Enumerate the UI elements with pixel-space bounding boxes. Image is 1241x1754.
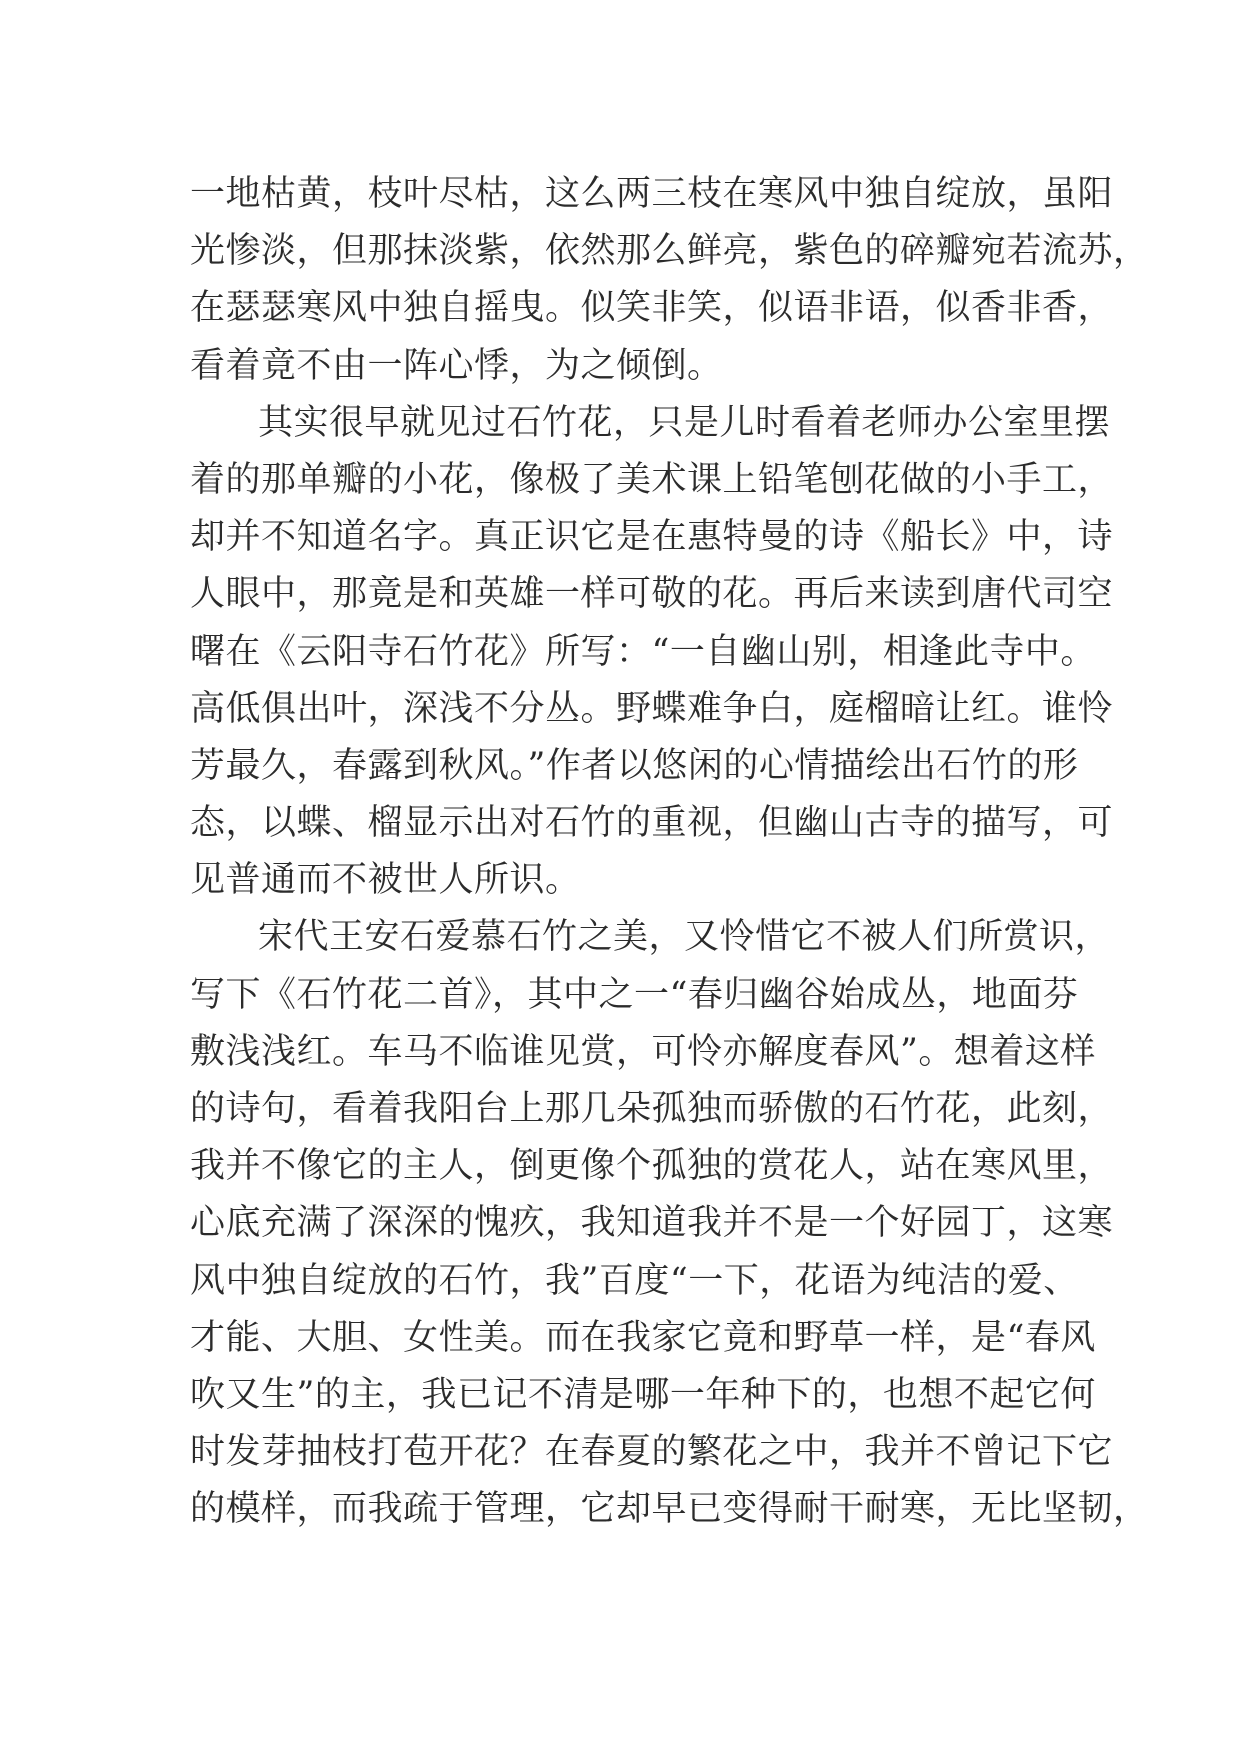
text-line: 的诗句，看着我阳台上那几朵孤独而骄傲的石竹花，此刻，: [190, 1089, 1114, 1129]
text-line: 在瑟瑟寒风中独自摇曳。似笑非笑，似语非语，似香非香，: [190, 288, 1114, 329]
text-line: 却并不知道名字。真正识它是在惠特曼的诗《船长》中，诗: [190, 517, 1114, 558]
paragraph-first-line: 宋代王安石爱慕石竹之美，又怜惜它不被人们所赏识，: [258, 917, 1111, 958]
text-line: 高低俱出叶，深浅不分丛。野蝶难争白，庭榴暗让红。谁怜: [190, 688, 1114, 729]
text-line: 吹又生”的主，我已记不清是哪一年种下的，也想不起它何: [190, 1374, 1096, 1415]
text-line: 敷浅浅红。车马不临谁见赏，可怜亦解度春风”。想着这样: [190, 1031, 1096, 1072]
text-line: 人眼中，那竟是和英雄一样可敬的花。再后来读到唐代司空: [190, 574, 1114, 615]
text-line: 曙在《云阳寺石竹花》所写：“一自幽山别，相逢此寺中。: [190, 631, 1096, 672]
text-line: 着的那单瓣的小花，像极了美术课上铅笔刨花做的小手工，: [190, 459, 1114, 500]
document-body: [190, 166, 1149, 1539]
text-line: 心底充满了深深的愧疚，我知道我并不是一个好园丁，这寒: [190, 1203, 1114, 1244]
text-line: 看着竟不由一阵心悸，为之倾倒。: [190, 345, 723, 386]
text-line: 芳最久，春露到秋风。”作者以悠闲的心情描绘出石竹的形: [190, 745, 1079, 786]
text-line: 风中独自绽放的石竹，我”百度“一下，花语为纯洁的爱、: [190, 1260, 1079, 1301]
text-line: 态，以蝶、榴显示出对石竹的重视，但幽山古寺的描写，可: [190, 803, 1114, 844]
text-line: 写下《石竹花二首》，其中之一“春归幽谷始成丛，地面芬: [190, 974, 1079, 1015]
text-line: 时发芽抽枝打苞开花？在春夏的繁花之中，我并不曾记下它: [190, 1432, 1114, 1473]
text-line: 才能、大胆、女性美。而在我家它竟和野草一样，是“春风: [190, 1317, 1096, 1358]
text-line: 一地枯黄，枝叶尽枯，这么两三枝在寒风中独自绽放，虽阳: [190, 174, 1114, 214]
text-line: 见普通而不被世人所识。: [190, 860, 581, 901]
text-line: 的模样，而我疏于管理，它却早已变得耐干耐寒，无比坚韧，: [190, 1489, 1149, 1530]
paragraph-first-line: 其实很早就见过石竹花，只是儿时看着老师办公室里摆: [258, 402, 1111, 443]
text-line: 光惨淡，但那抹淡紫，依然那么鲜亮，紫色的碎瓣宛若流苏，: [190, 231, 1149, 272]
text-line: 我并不像它的主人，倒更像个孤独的赏花人，站在寒风里，: [190, 1146, 1114, 1187]
